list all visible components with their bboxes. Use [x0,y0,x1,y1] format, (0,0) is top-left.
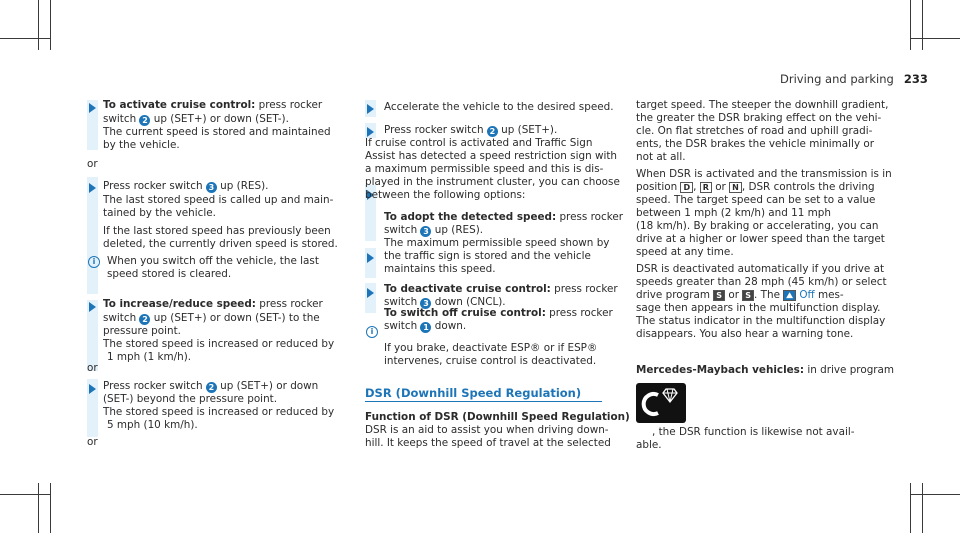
step-arrow-icon [89,302,96,312]
info-icon: i [366,326,378,338]
body-text: speeds greater than 28 mph (45 km/h) or select [636,276,887,288]
instruction-text: deleted, the currently driven speed is stored. [103,238,338,250]
subheading: Function of DSR (Downhill Speed Regulation) [365,411,630,423]
body-text: hill. It keeps the speed of travel at the selected [365,437,611,449]
body-text: (18 km/h). By braking or accelerating, you can [636,220,879,232]
body-text: mes- [814,289,844,301]
instruction-text: switch [384,320,421,332]
instruction-text: press rocker [545,307,613,319]
instruction-text: down (CNCL). [431,296,506,308]
note-text: If you brake, deactivate ESP® or if ESP® [384,342,598,354]
instruction-text: switch [384,224,421,236]
body-text: target speed. The steeper the downhill gradient, [636,99,889,111]
badge-3: 3 [420,226,431,237]
dsr-icon: ⛰ [783,290,796,301]
body-text: the greater the DSR braking effect on the vehi- [636,112,882,124]
body-text: position [636,181,681,193]
body-text: , DSR controls the driving [741,181,875,193]
instruction-text: 1 mph (1 km/h). [107,351,192,363]
instruction-text: Press rocker switch [384,124,487,136]
crop-mark [38,0,39,50]
info-icon: i [88,256,100,268]
badge-2: 2 [139,115,150,126]
crop-mark [0,38,50,39]
running-header [780,72,928,86]
heading-rule [365,401,602,402]
instruction-text: the traffic sign is stored and the vehicle [384,250,591,262]
body-text: drive program [636,289,714,301]
or-label: or [87,362,98,374]
body-text: able. [636,439,662,451]
badge-3: 3 [420,298,431,309]
crop-mark [910,0,911,50]
instruction-text: down. [431,320,467,332]
badge-2: 2 [139,314,150,325]
body-text: between the following options: [365,189,526,201]
instruction-text: switch [384,296,421,308]
body-text: played in the instrument cluster, you can choose [365,176,620,188]
crop-mark [0,494,50,495]
instruction-text: Press rocker switch [103,380,206,392]
body-text: speed. The target speed can be set to a value [636,194,876,206]
body-text: Assist has detected a speed restriction sign with [365,150,618,162]
gear-n-key: N [729,182,742,193]
instruction-heading: To adopt the detected speed: [384,211,557,223]
gear-r-key: R [700,182,712,193]
badge-1: 1 [420,322,431,333]
body-text: or [725,289,743,301]
body-text: DSR is an aid to assist you when driving down- [365,424,609,436]
body-text: The status indicator in the multifunction display [636,315,886,327]
instruction-text: (SET-) beyond the pressure point. [103,393,278,405]
instruction-text: press rocker [255,99,323,111]
instruction-text: The last stored speed is called up and main- [103,194,334,206]
body-text: a maximum permissible speed and this is dis- [365,163,604,175]
body-text: If cruise control is activated and Traffic Sign [365,137,593,149]
body-text: between 1 mph (2 km/h) and 11 mph [636,207,831,219]
instruction-text: tained by the vehicle. [103,207,216,219]
body-text: speed at any time. [636,246,734,258]
instruction-text: by the vehicle. [103,139,180,151]
step-arrow-icon [367,104,374,114]
instruction-text: The stored speed is increased or reduced by [103,406,335,418]
body-text: When DSR is activated and the transmission is in [636,168,892,180]
note-text: When you switch off the vehicle, the last [107,255,319,267]
crop-mark [922,483,923,533]
crop-mark [910,38,960,39]
note-text: intervenes, cruise control is deactivated. [384,355,597,367]
instruction-heading: To switch off cruise control: [384,307,546,319]
instruction-text: switch [103,312,140,324]
body-text: sage then appears in the multifunction display. [636,302,881,314]
body-text: , the DSR function is likewise not avail- [652,426,855,438]
instruction-text: up (SET+) or down [220,380,319,392]
instruction-text: up (SET+). [497,124,558,136]
step-arrow-icon [367,127,374,137]
instruction-text: 5 mph (10 km/h). [107,419,198,431]
step-arrow-icon [367,253,374,263]
badge-3: 3 [206,182,217,193]
step-bar [87,177,98,294]
instruction-text: press rocker [255,298,323,310]
instruction-heading: To increase/reduce speed: [103,298,256,310]
body-text: in drive program [804,364,895,376]
badge-2: 2 [206,382,217,393]
body-text: not at all. [636,151,686,163]
instruction-text: Press rocker switch [103,180,206,192]
note-text: speed stored is cleared. [107,268,232,280]
drive-program-s-plus-icon: S [742,290,754,301]
subheading: Mercedes-Maybach vehicles: [636,364,805,376]
step-arrow-icon [367,288,374,298]
section-heading: DSR (Downhill Speed Regulation) [365,386,582,400]
body-text: disappears. You also hear a warning tone. [636,328,854,340]
body-text: . The [754,289,784,301]
crop-mark [922,0,923,50]
crop-mark [910,483,911,533]
body-text: DSR is deactivated automatically if you drive at [636,263,885,275]
page-number: 233 [903,72,928,86]
maybach-drive-program-icon [636,383,686,423]
crop-mark [50,0,51,50]
instruction-text: If the last stored speed has previously been [103,225,331,237]
instruction-heading: To deactivate cruise control: [384,283,551,295]
crop-mark [38,483,39,533]
body-text: ents, the DSR brakes the vehicle minimally or [636,138,875,150]
step-arrow-icon [89,183,96,193]
body-text: drive at a higher or lower speed than the target [636,233,885,245]
instruction-text: The current speed is stored and maintained [103,126,331,138]
or-label: or [87,436,98,448]
step-arrow-icon [89,103,96,113]
instruction-text: up (RES). [431,224,484,236]
instruction-heading: To activate cruise control: [103,99,256,111]
instruction-text: Accelerate the vehicle to the desired speed. [384,101,614,113]
drive-program-s-icon: S [713,290,725,301]
instruction-text: up (RES). [220,180,269,192]
instruction-text: press rocker [556,211,624,223]
instruction-text: switch [103,113,140,125]
step-arrow-icon [89,384,96,394]
gear-d-key: D [680,182,693,193]
body-text: cle. On flat stretches of road and uphill gradi- [636,125,873,137]
or-label: or [87,158,98,170]
instruction-text: The stored speed is increased or reduced by [103,338,335,350]
off-status: Off [799,289,815,301]
badge-2: 2 [487,126,498,137]
instruction-text: maintains this speed. [384,263,496,275]
instruction-text: up (SET+) or down (SET-) to the [153,312,320,324]
crop-mark [50,483,51,533]
instruction-text: press rocker [550,283,618,295]
section-title: Driving and parking [780,72,894,86]
instruction-text: up (SET+) or down (SET-). [153,113,289,125]
crop-mark [910,494,960,495]
instruction-text: The maximum permissible speed shown by [384,237,610,249]
instruction-text: pressure point. [103,325,181,337]
